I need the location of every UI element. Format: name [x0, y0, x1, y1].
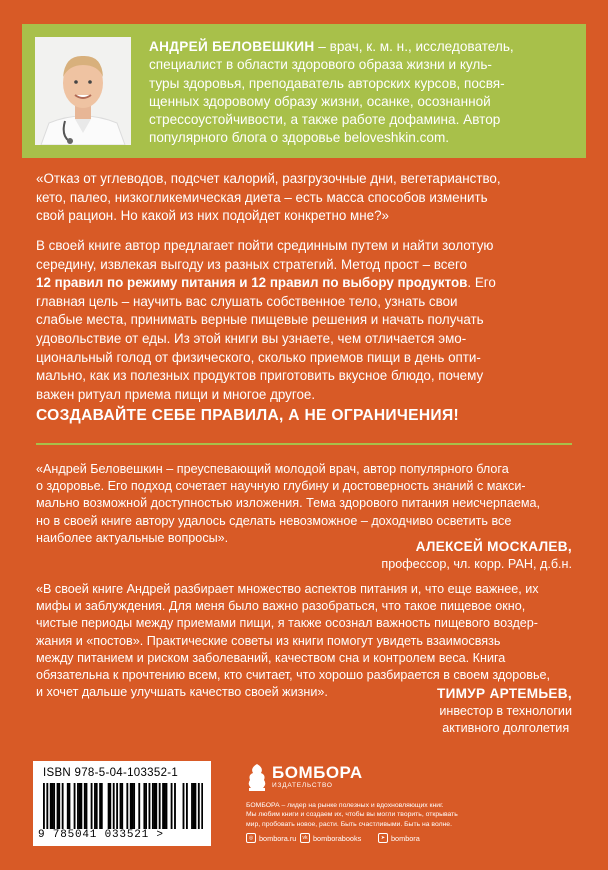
desc-line: . Его: [467, 275, 496, 291]
barcode-bar: [126, 783, 128, 829]
barcode-bar: [52, 783, 54, 829]
barcode-bar: [80, 783, 82, 829]
desc-line: В своей книге автор предлагает пойти срединным путем и найти золотую: [36, 238, 494, 253]
barcode-bar: [43, 783, 45, 829]
author-name: АНДРЕЙ БЕЛОВЕШКИН: [149, 39, 315, 54]
barcode-bar: [194, 783, 196, 829]
author-box: [22, 24, 586, 158]
barcode-bar: [96, 783, 98, 829]
review-line: «В своей книге Андрей разбирает множество аспектов питания и, что еще важнее, их: [36, 582, 539, 596]
isbn: ISBN 978-5-04-103352-1: [43, 767, 179, 779]
review-line: «Андрей Беловешкин – преуспевающий молодой врач, автор популярного блога: [36, 462, 509, 476]
barcode-bar: [99, 783, 101, 829]
divider: [36, 443, 572, 445]
quote-line: «Отказ от углеводов, подсчет калорий, разгрузочные дни, вегетарианство,: [36, 171, 501, 186]
book-description: [36, 237, 572, 404]
bombora-logo-icon: [246, 762, 268, 792]
social-label: bomborabooks: [313, 833, 362, 843]
review-line: но в своей книге автору удалось сделать невозможное – доходчиво осветить все: [36, 513, 512, 528]
review-line: между питанием и риском заболеваний, качеством сна и контролем веса. Книга: [36, 650, 506, 665]
review-line: чистые периоды между приемами пищи, я также осознал важность пищевого воздер-: [36, 616, 539, 631]
barcode-bar: [69, 783, 71, 829]
review-line: о здоровье. Его подход сочетает научную глубину и достоверность знаний с макси-: [36, 479, 526, 494]
desc-line: циональный голод от физического, сколько приемов пищи в день опти-: [36, 349, 481, 365]
barcode-bar: [159, 783, 161, 829]
barcode-bar: [132, 783, 134, 829]
barcode-bar: [130, 783, 132, 829]
barcode-bar: [94, 783, 96, 829]
intro-quote: [36, 170, 572, 226]
barcode-box: [33, 761, 211, 846]
role-line: активного долголетия: [442, 720, 570, 735]
barcode-bar: [120, 783, 122, 829]
barcode-bar: [201, 783, 203, 829]
barcode-bar: [91, 783, 93, 829]
review-line: мифы и заблуждения. Для меня было важно разобраться, что такое пищевое окно,: [36, 599, 526, 614]
review-line: мально возможной доступностью изложения. Тема здорового питания неисчерпаема,: [36, 496, 540, 511]
barcode-bar: [193, 783, 195, 829]
barcode-bars: [43, 783, 203, 829]
slogan: СОЗДАВАЙТЕ СЕБЕ ПРАВИЛА, А НЕ ОГРАНИЧЕНИЯ!: [36, 407, 459, 424]
barcode-bar: [191, 783, 193, 829]
barcode-bar: [67, 783, 69, 829]
barcode-bar: [166, 783, 168, 829]
review-artemyev: [36, 581, 572, 701]
barcode-bar: [145, 783, 147, 829]
barcode-bar: [162, 783, 164, 829]
barcode-bar: [138, 783, 140, 829]
barcode-bar: [133, 783, 135, 829]
barcode-bar: [143, 783, 145, 829]
bio-line: популярного блога о здоровье beloveshkin.com.: [149, 130, 450, 146]
reviewer-name: ТИМУР АРТЕМЬЕВ,: [436, 686, 572, 701]
reviewer-name: АЛЕКСЕЙ МОСКАЛЕВ,: [415, 539, 572, 554]
telegram-icon: ➤: [378, 833, 388, 843]
desc-line: важен ритуал приема пищи и многое другое.: [36, 386, 316, 402]
publisher-sub: ИЗДАТЕЛЬСТВО: [272, 782, 333, 789]
publisher-description: [246, 801, 466, 829]
author-photo: [35, 37, 131, 145]
barcode-bar: [50, 783, 52, 829]
bio-line: стрессоустойчивости, а также работе дофамина. Автор: [149, 112, 501, 128]
social-label: bombora.ru: [259, 833, 297, 843]
barcode-bar: [86, 783, 88, 829]
barcode-bar: [62, 783, 64, 829]
pub-line: Мы любим книги и создаем их, чтобы вы могли творить, открывать: [246, 811, 458, 819]
review-line: жания и «постов». Практические советы из книги помогут увидеть взаимосвязь: [36, 633, 501, 648]
author-bio: [149, 38, 569, 148]
barcode-bar: [152, 783, 154, 829]
social-telegram[interactable]: [378, 833, 420, 843]
barcode-bar: [121, 783, 123, 829]
barcode-bar: [183, 783, 185, 829]
barcode-bar: [186, 783, 188, 829]
barcode-bar: [108, 783, 110, 829]
publisher-name: БОМБОРА: [272, 763, 363, 782]
desc-line: середину, извлекая выгоду из разных стратегий. Метод прост – всего: [36, 256, 467, 272]
barcode-bar: [149, 783, 151, 829]
vk-icon: vk: [300, 833, 310, 843]
barcode-bar: [154, 783, 156, 829]
barcode-bar: [109, 783, 111, 829]
bio-line: туры здоровья, преподаватель авторских курсов, посвя-: [149, 75, 505, 91]
barcode-bar: [171, 783, 173, 829]
barcode-bar: [57, 783, 59, 829]
barcode-bar: [116, 783, 118, 829]
quote-line: кето, палео, низкогликемическая диета – есть масса способов изменить: [36, 189, 488, 205]
barcode-bar: [53, 783, 55, 829]
barcode-bar: [164, 783, 166, 829]
review-line: обязательна к прочтению всем, кто считает, что хорошо разбирается в своем здоровье,: [36, 668, 551, 683]
bio-line: – врач, к. м. н., исследователь,: [318, 39, 514, 54]
barcode-bar: [58, 783, 60, 829]
review-line: и хочет дальше улучшать качество своей жизни».: [36, 685, 328, 700]
social-label: bombora: [391, 833, 420, 843]
desc-line: главная цель – научить вас слушать собственное тело, узнать свои: [36, 293, 458, 309]
barcode-bar: [174, 783, 176, 829]
social-vk[interactable]: [300, 833, 361, 843]
barcode-bar: [77, 783, 79, 829]
role-line: инвестор в технологии: [439, 704, 572, 718]
pub-line: мир, пробовать новое, расти. Быть счастливыми. Быть на волне.: [246, 820, 452, 828]
desc-line: удовольствие от еды. Из этой книги вы узнаете, чем отличается эмо-: [36, 330, 467, 346]
pub-line: БОМБОРА – лидер на рынке полезных и вдохновляющих книг.: [246, 802, 444, 809]
barcode-bar: [74, 783, 76, 829]
quote-line: свой рацион. Но какой из них подойдет конкретно мне?»: [36, 208, 389, 223]
barcode-bar: [155, 783, 157, 829]
reviewer-role: [439, 703, 572, 736]
barcode-bar: [46, 783, 48, 829]
review-line: наиболее актуальные вопросы».: [36, 530, 229, 545]
instagram-icon: ◎: [246, 833, 256, 843]
review-moskalev: [36, 461, 572, 547]
bio-line: специалист в области здорового образа жизни и куль-: [149, 57, 492, 73]
bio-line: щенных здоровому образу жизни, осанке, осознанной: [149, 93, 491, 109]
barcode-bar: [79, 783, 81, 829]
barcode-digits: 9 785041 033521 >: [38, 829, 164, 841]
desc-line: мально, как из полезных продуктов приготовить вкусное блюдо, почему: [36, 368, 484, 384]
barcode-bar: [113, 783, 115, 829]
barcode-bar: [101, 783, 103, 829]
social-instagram[interactable]: [246, 833, 296, 843]
rules-highlight: 12 правил по режиму питания и 12 правил по выбору продуктов: [36, 275, 468, 291]
barcode-bar: [198, 783, 200, 829]
barcode-bar: [84, 783, 86, 829]
reviewer-role: профессор, чл. корр. РАН, д.б.н.: [381, 557, 572, 571]
desc-line: слабые места, принимать верные пищевые решения и начать получать: [36, 312, 484, 328]
